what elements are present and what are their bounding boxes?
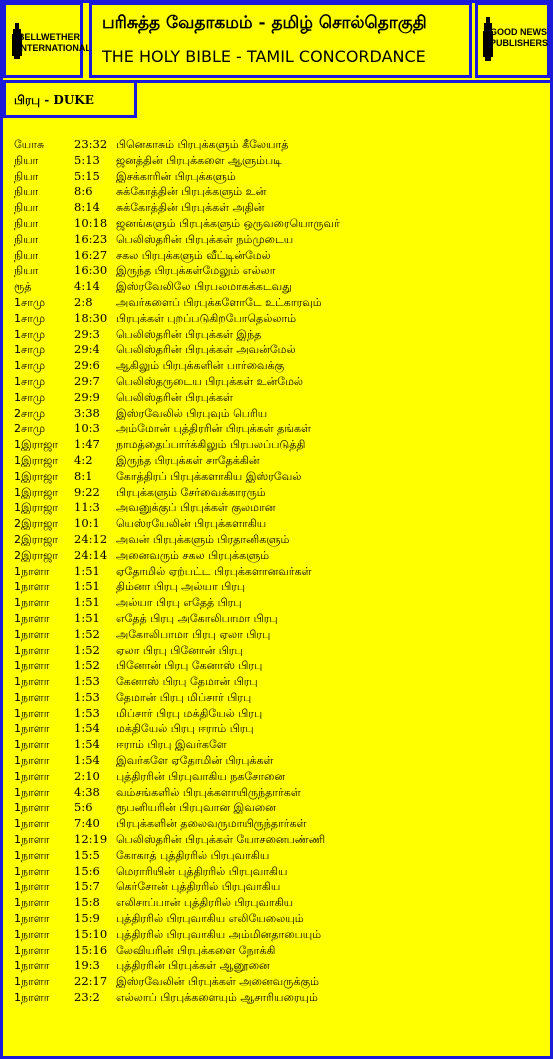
entry-text: புத்திரரின் பிரபுவாகிய நகசோனை bbox=[116, 769, 286, 783]
entry-text: மக்தியேல் பிரபு ஈராம் பிரபு bbox=[116, 722, 254, 736]
entry-text: இஸ்ரவேலின் பிரபுக்கள் அனைவருக்கும் bbox=[116, 975, 319, 989]
concordance-list bbox=[14, 137, 544, 1006]
entry-book: நியா bbox=[14, 232, 39, 246]
entry-book: 1இராஜா bbox=[14, 438, 59, 452]
entry-book: 1நாளா bbox=[14, 643, 50, 657]
title-box bbox=[89, 2, 472, 78]
entry-reference: 15:16 bbox=[74, 942, 108, 957]
entry-reference: 8:14 bbox=[74, 200, 100, 215]
entry-book: 1நாளா bbox=[14, 833, 50, 847]
entry-reference: 1:52 bbox=[74, 658, 100, 673]
entry-reference: 2:8 bbox=[74, 294, 93, 309]
entry-text: பெலிஸ்தரின் பிரபுக்கள் யோசனைபண்ணி bbox=[116, 833, 326, 847]
concordance-entry bbox=[14, 769, 544, 785]
entry-book: 1சாமு bbox=[14, 343, 46, 357]
concordance-entry bbox=[14, 469, 544, 485]
entry-book: 2சாமு bbox=[14, 422, 46, 436]
entry-reference: 1:51 bbox=[74, 579, 100, 594]
entry-text: ஏதோமில் ஏற்பட்ட பிரபுக்களானவர்கள் bbox=[116, 564, 312, 578]
entry-text: எலிசாப்பான் புத்திரரில் பிரபுவாகிய bbox=[116, 896, 294, 910]
entry-book: 1நாளா bbox=[14, 627, 50, 641]
entry-book: 1இராஜா bbox=[14, 485, 59, 499]
entry-text: பெலிஸ்தரின் பிரபுக்கள் இந்த bbox=[116, 327, 262, 341]
concordance-entry bbox=[14, 737, 544, 753]
entry-text: கோத்திரப் பிரபுக்களாகிய இஸ்ரவேல் bbox=[116, 469, 302, 483]
concordance-entry bbox=[14, 943, 544, 959]
entry-reference: 23:2 bbox=[74, 990, 100, 1005]
entry-reference: 1:51 bbox=[74, 595, 100, 610]
entry-book: 1நாளா bbox=[14, 991, 50, 1005]
entry-text: பினெகாசும் பிரபுக்களும் கீலேயாத் bbox=[116, 138, 289, 151]
entry-book: 2இராஜா bbox=[14, 517, 59, 531]
entry-text: பெலிஸ்தரின் பிரபுக்கள் நம்முடைய bbox=[116, 232, 294, 246]
header bbox=[0, 0, 553, 80]
entry-text: ஆகிலும் பிரபுக்களின் பார்வைக்கு bbox=[116, 359, 285, 373]
concordance-entry bbox=[14, 169, 544, 185]
concordance-entry bbox=[14, 516, 544, 532]
entry-reference: 24:14 bbox=[74, 547, 108, 562]
concordance-entry bbox=[14, 816, 544, 832]
concordance-entry bbox=[14, 674, 544, 690]
entry-book: 1நாளா bbox=[14, 580, 50, 594]
entry-text: இஸ்ரவேலிலே பிரபலமாகக்கடவது bbox=[116, 280, 292, 294]
entry-reference: 1:53 bbox=[74, 674, 100, 689]
concordance-entry bbox=[14, 800, 544, 816]
entry-book: 1நாளா bbox=[14, 943, 50, 957]
entry-book: 1சாமு bbox=[14, 374, 46, 388]
concordance-entry bbox=[14, 437, 544, 453]
entry-reference: 8:1 bbox=[74, 468, 93, 483]
entry-book: 1நாளா bbox=[14, 817, 50, 831]
entry-reference: 4:14 bbox=[74, 279, 100, 294]
concordance-entry bbox=[14, 753, 544, 769]
concordance-entry bbox=[14, 453, 544, 469]
concordance-entry bbox=[14, 548, 544, 564]
entry-reference: 24:12 bbox=[74, 531, 108, 546]
concordance-entry bbox=[14, 532, 544, 548]
topic-label: பிரபு - DUKE bbox=[14, 93, 94, 107]
entry-text: பினோன் பிரபு கேனாஸ் பிரபு bbox=[116, 659, 263, 673]
entry-book: 1நாளா bbox=[14, 880, 50, 894]
concordance-entry bbox=[14, 500, 544, 516]
entry-text: கோகாத் புத்திரரில் பிரபுவாகிய bbox=[116, 848, 270, 862]
entry-text: சுக்கோத்தின் பிரபுக்களும் உன் bbox=[116, 185, 267, 199]
entry-book: 1நாளா bbox=[14, 675, 50, 689]
entry-reference: 8:6 bbox=[74, 184, 93, 199]
entry-reference: 15:8 bbox=[74, 895, 100, 910]
concordance-entry bbox=[14, 721, 544, 737]
entry-reference: 16:27 bbox=[74, 247, 108, 262]
entry-book: 1நாளா bbox=[14, 706, 50, 720]
entry-text: பெலிஸ்தருடைய பிரபுக்கள் உன்மேல் bbox=[116, 374, 304, 388]
concordance-entry bbox=[14, 990, 544, 1006]
concordance-entry bbox=[14, 848, 544, 864]
concordance-entry bbox=[14, 611, 544, 627]
entry-reference: 15:6 bbox=[74, 863, 100, 878]
entry-reference: 29:6 bbox=[74, 358, 100, 373]
entry-book: 1நாளா bbox=[14, 975, 50, 989]
entry-reference: 15:9 bbox=[74, 911, 100, 926]
entry-text: ஏலா பிரபு பினோன் பிரபு bbox=[116, 643, 243, 657]
entry-text: மெராரியின் புத்திரரில் பிரபுவாகிய bbox=[116, 864, 288, 878]
entry-text: லேவியரின் பிரபுக்களை நோக்கி bbox=[116, 943, 276, 957]
entry-text: சுக்கோத்தின் பிரபுக்கள் அதின் bbox=[116, 201, 265, 215]
entry-reference: 10:1 bbox=[74, 516, 100, 531]
entry-book: 1நாளா bbox=[14, 738, 50, 752]
entry-book: நியா bbox=[14, 169, 39, 183]
entry-book: நியா bbox=[14, 153, 39, 167]
entry-reference: 22:17 bbox=[74, 974, 108, 989]
entry-reference: 1:52 bbox=[74, 626, 100, 641]
entry-book: நியா bbox=[14, 185, 39, 199]
entry-text: யெஸ்ரயேலின் பிரபுக்களாகிய bbox=[116, 517, 267, 531]
concordance-entry bbox=[14, 295, 544, 311]
entry-reference: 1:51 bbox=[74, 610, 100, 625]
entry-book: ரூத் bbox=[14, 280, 32, 294]
entry-reference: 1:54 bbox=[74, 737, 100, 752]
entry-reference: 1:54 bbox=[74, 721, 100, 736]
entry-reference: 29:4 bbox=[74, 342, 100, 357]
entry-text: இசக்காரின் பிரபுக்களும் bbox=[116, 169, 236, 183]
entry-reference: 10:18 bbox=[74, 215, 108, 230]
entry-book: 1இராஜா bbox=[14, 501, 59, 515]
concordance-entry bbox=[14, 485, 544, 501]
concordance-entry bbox=[14, 216, 544, 232]
entry-book: 1சாமு bbox=[14, 359, 46, 373]
entry-text: பெலிஸ்தரின் பிரபுக்கள் அவன்மேல் bbox=[116, 343, 296, 357]
entry-text: இஸ்ரவேலில் பிரபுவும் பெரிய bbox=[116, 406, 268, 420]
concordance-entry bbox=[14, 184, 544, 200]
concordance-entry bbox=[14, 832, 544, 848]
concordance-entry bbox=[14, 153, 544, 169]
entry-text: புத்திரரின் பிரபுக்கள் ஆனூனை bbox=[116, 959, 270, 973]
entry-reference: 5:6 bbox=[74, 800, 93, 815]
concordance-entry bbox=[14, 785, 544, 801]
entry-book: 1நாளா bbox=[14, 864, 50, 878]
entry-reference: 1:54 bbox=[74, 753, 100, 768]
entry-text: பிரபுக்களின் தலைவருமாயிருந்தார்கள் bbox=[116, 817, 307, 831]
entry-reference: 3:38 bbox=[74, 405, 100, 420]
entry-text: திம்னா பிரபு அல்யா பிரபு bbox=[116, 580, 246, 594]
entry-text: புத்திரரில் பிரபுவாகிய எலியேலையும் bbox=[116, 912, 304, 926]
concordance-entry bbox=[14, 358, 544, 374]
entry-book: 2சாமு bbox=[14, 406, 46, 420]
entry-book: 1நாளா bbox=[14, 801, 50, 815]
entry-book: 1சாமு bbox=[14, 390, 46, 404]
entry-text: அனைவரும் சகல பிரபுக்களும் bbox=[116, 548, 270, 562]
concordance-entry bbox=[14, 643, 544, 659]
bellwether-logo bbox=[3, 2, 91, 78]
entry-book: 1நாளா bbox=[14, 722, 50, 736]
entry-book: 1நாளா bbox=[14, 769, 50, 783]
entry-reference: 19:3 bbox=[74, 958, 100, 973]
entry-book: நியா bbox=[14, 264, 39, 278]
entry-reference: 10:3 bbox=[74, 421, 100, 436]
concordance-entry bbox=[14, 690, 544, 706]
entry-reference: 5:15 bbox=[74, 168, 100, 183]
entry-reference: 15:5 bbox=[74, 847, 100, 862]
entry-text: கேனாஸ் பிரபு தேமான் பிரபு bbox=[116, 675, 258, 689]
entry-reference: 18:30 bbox=[74, 310, 108, 325]
entry-reference: 15:10 bbox=[74, 926, 108, 941]
entry-book: 1நாளா bbox=[14, 659, 50, 673]
entry-text: ரூபனியரின் பிரபுவான இவனை bbox=[116, 801, 276, 815]
bellwether-logo-text: BELLWETHER INTERNATIONAL bbox=[18, 32, 91, 53]
entry-text: இருந்த பிரபுக்கள்மேலும் எல்லா bbox=[116, 264, 276, 278]
concordance-entry bbox=[14, 627, 544, 643]
entry-reference: 1:51 bbox=[74, 563, 100, 578]
entry-book: 2இராஜா bbox=[14, 532, 59, 546]
entry-book: நியா bbox=[14, 201, 39, 215]
concordance-entry bbox=[14, 279, 544, 295]
entry-text: மிப்சார் பிரபு மக்தியேல் பிரபு bbox=[116, 706, 263, 720]
entry-book: நியா bbox=[14, 216, 39, 230]
entry-text: அவன் பிரபுக்களும் பிரதானிகளும் bbox=[116, 532, 290, 546]
entry-book: 1நாளா bbox=[14, 690, 50, 704]
concordance-entry bbox=[14, 374, 544, 390]
entry-book: 1இராஜா bbox=[14, 453, 59, 467]
entry-reference: 15:7 bbox=[74, 879, 100, 894]
entry-reference: 16:23 bbox=[74, 231, 108, 246]
entry-book: 1நாளா bbox=[14, 848, 50, 862]
entry-reference: 4:38 bbox=[74, 784, 100, 799]
entry-reference: 29:7 bbox=[74, 373, 100, 388]
entry-text: எதேத் பிரபு அகோலிபாமா பிரபு bbox=[116, 611, 278, 625]
title-english: THE HOLY BIBLE - TAMIL CONCORDANCE bbox=[102, 47, 426, 66]
entry-text: இருந்த பிரபுக்கள் சாதேக்கின் bbox=[116, 453, 260, 467]
entry-text: பிரபுக்களும் சேர்வைக்காரரும் bbox=[116, 485, 266, 499]
concordance-entry bbox=[14, 311, 544, 327]
concordance-entry bbox=[14, 564, 544, 580]
entry-reference: 1:52 bbox=[74, 642, 100, 657]
entry-reference: 5:13 bbox=[74, 152, 100, 167]
entry-text: ஜனங்களும் பிரபுக்களும் ஒருவரையொருவர் bbox=[116, 216, 340, 230]
concordance-entry bbox=[14, 579, 544, 595]
entry-book: 1சாமு bbox=[14, 327, 46, 341]
concordance-entry bbox=[14, 263, 544, 279]
entry-text: புத்திரரில் பிரபுவாகிய அம்மினதாபையும் bbox=[116, 927, 322, 941]
entry-reference: 9:22 bbox=[74, 484, 100, 499]
entry-text: கெர்சோன் புத்திரரில் பிரபுவாகிய bbox=[116, 880, 281, 894]
entry-text: தேமான் பிரபு மிப்சார் பிரபு bbox=[116, 690, 252, 704]
entry-reference: 16:30 bbox=[74, 263, 108, 278]
entry-reference: 12:19 bbox=[74, 832, 108, 847]
entry-text: ஈராம் பிரபு இவர்களே bbox=[116, 738, 227, 752]
entry-reference: 1:47 bbox=[74, 437, 100, 452]
entry-reference: 1:53 bbox=[74, 689, 100, 704]
concordance-entry bbox=[14, 390, 544, 406]
entry-book: 1நாளா bbox=[14, 596, 50, 610]
entry-reference: 29:3 bbox=[74, 326, 100, 341]
entry-book: 1நாளா bbox=[14, 754, 50, 768]
entry-text: இவர்களே ஏதோமின் பிரபுக்கள் bbox=[116, 754, 274, 768]
concordance-entry bbox=[14, 200, 544, 216]
entry-text: பிரபுக்கள் புறப்படுகிறபோதெல்லாம் bbox=[116, 311, 297, 325]
concordance-entry bbox=[14, 706, 544, 722]
concordance-entry bbox=[14, 421, 544, 437]
concordance-entry bbox=[14, 927, 544, 943]
entry-text: அம்மோன் புத்திரரின் பிரபுக்கள் தங்கள் bbox=[116, 422, 311, 436]
good-news-logo-text: GOOD NEWS PUBLISHERS bbox=[490, 27, 549, 48]
entry-book: யோசு bbox=[14, 138, 45, 151]
concordance-entry bbox=[14, 327, 544, 343]
concordance-entry bbox=[14, 406, 544, 422]
concordance-entry bbox=[14, 595, 544, 611]
entry-book: 1இராஜா bbox=[14, 469, 59, 483]
entry-book: 1நாளா bbox=[14, 927, 50, 941]
entry-text: வம்சங்களில் பிரபுக்களாயிருந்தார்கள் bbox=[116, 785, 301, 799]
concordance-entry bbox=[14, 137, 544, 153]
entry-text: அவர்களைப் பிரபுக்களோடே உட்காரவும் bbox=[116, 295, 322, 309]
entry-reference: 23:32 bbox=[74, 137, 108, 151]
entry-reference: 4:2 bbox=[74, 452, 93, 467]
concordance-entry bbox=[14, 895, 544, 911]
concordance-entry bbox=[14, 864, 544, 880]
title-tamil: பரிசுத்த வேதாகமம் - தமிழ் சொல்தொகுதி bbox=[102, 13, 427, 33]
entry-book: 1சாமு bbox=[14, 295, 46, 309]
entry-book: 1நாளா bbox=[14, 785, 50, 799]
entry-reference: 11:3 bbox=[74, 500, 100, 515]
entry-reference: 2:10 bbox=[74, 768, 100, 783]
entry-text: அவனுக்குப் பிரபுக்கள் குலமான bbox=[116, 501, 276, 515]
entry-book: 1சாமு bbox=[14, 311, 46, 325]
topic-box bbox=[3, 80, 137, 118]
concordance-entry bbox=[14, 232, 544, 248]
entry-book: நியா bbox=[14, 248, 39, 262]
entry-book: 1நாளா bbox=[14, 959, 50, 973]
entry-text: சகல பிரபுக்களும் வீட்டின்மேல் bbox=[116, 248, 271, 262]
entry-book: 1நாளா bbox=[14, 912, 50, 926]
entry-book: 1நாளா bbox=[14, 896, 50, 910]
entry-reference: 1:53 bbox=[74, 705, 100, 720]
concordance-entry bbox=[14, 342, 544, 358]
concordance-entry bbox=[14, 911, 544, 927]
entry-reference: 29:9 bbox=[74, 389, 100, 404]
concordance-entry bbox=[14, 879, 544, 895]
entry-text: எல்லாப் பிரபுக்களையும் ஆசாரியரையும் bbox=[116, 991, 318, 1005]
concordance-entry bbox=[14, 248, 544, 264]
entry-book: 1நாளா bbox=[14, 564, 50, 578]
entry-text: அகோலிபாமா பிரபு ஏலா பிரபு bbox=[116, 627, 271, 641]
entry-text: நாமத்தைப்பார்க்கிலும் பிரபலப்படுத்தி bbox=[116, 438, 306, 452]
concordance-entry bbox=[14, 974, 544, 990]
concordance-entry bbox=[14, 658, 544, 674]
concordance-entry bbox=[14, 958, 544, 974]
entry-text: பெலிஸ்தரின் பிரபுக்கள் bbox=[116, 390, 233, 404]
entry-book: 2இராஜா bbox=[14, 548, 59, 562]
entry-text: ஜனத்தின் பிரபுக்களை ஆளும்படி bbox=[116, 153, 282, 167]
entry-text: அல்யா பிரபு எதேத் பிரபு bbox=[116, 596, 242, 610]
good-news-logo bbox=[475, 2, 550, 78]
entry-reference: 7:40 bbox=[74, 816, 100, 831]
entry-book: 1நாளா bbox=[14, 611, 50, 625]
